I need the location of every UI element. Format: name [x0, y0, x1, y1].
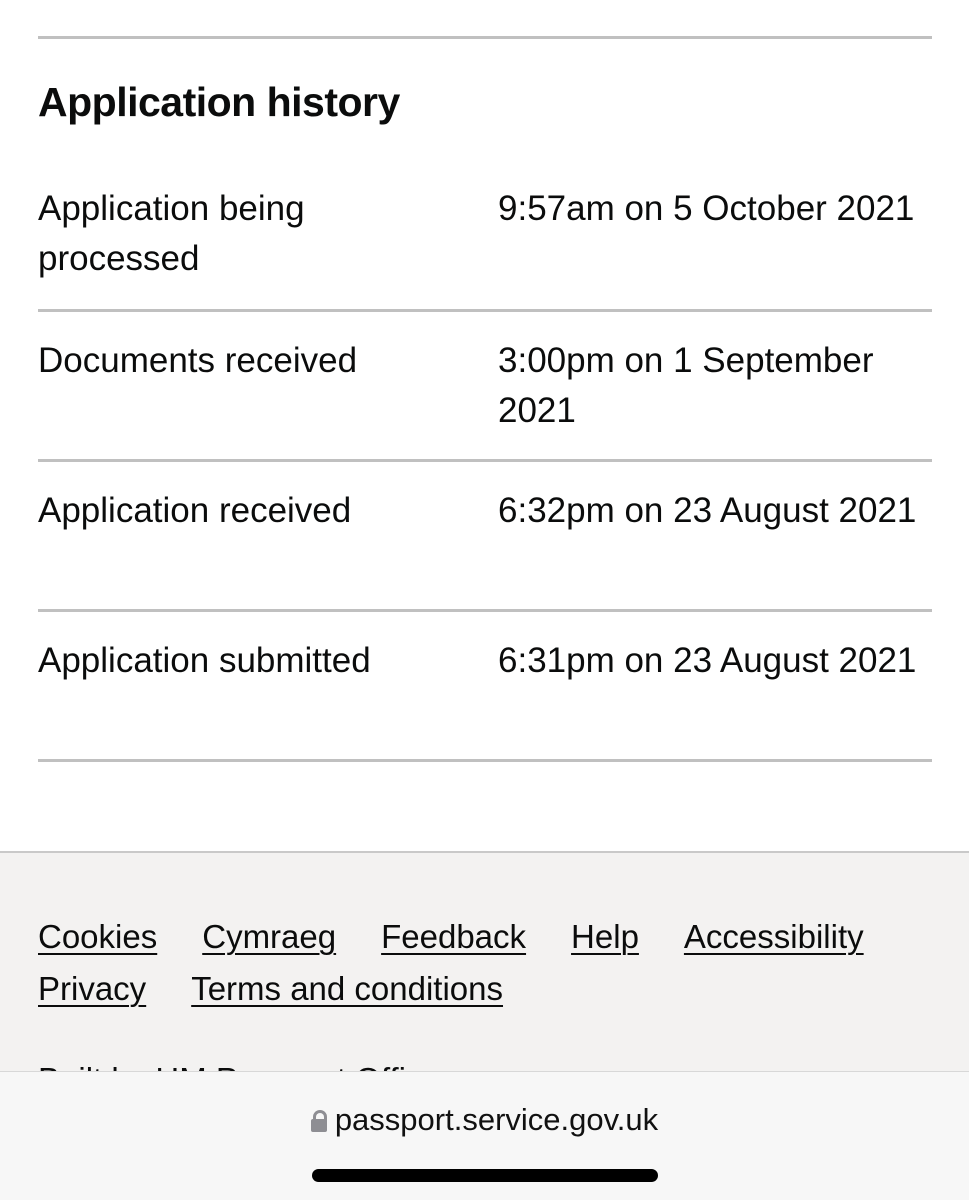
cymraeg-link[interactable]: Cymraeg: [202, 918, 337, 955]
footer-links-row: [38, 965, 938, 1017]
event-time: 6:31pm on 23 August 2021: [498, 641, 917, 680]
section-divider: [38, 36, 932, 39]
history-row: [38, 312, 932, 462]
event-time: 3:00pm on 1 September 2021: [498, 341, 874, 430]
event-label: Documents received: [38, 341, 358, 380]
footer-links-row: [38, 913, 938, 965]
event-time: 9:57am on 5 October 2021: [498, 189, 915, 228]
history-row: [38, 160, 932, 312]
application-history-heading: Application history: [38, 79, 400, 125]
feedback-link[interactable]: Feedback: [381, 918, 527, 955]
home-indicator[interactable]: [312, 1169, 658, 1182]
application-history-list: [38, 160, 932, 762]
help-link[interactable]: Help: [571, 918, 639, 955]
event-label: Application being processed: [38, 189, 305, 278]
url-text: passport.service.gov.uk: [334, 1102, 659, 1137]
event-label: Application received: [38, 491, 352, 530]
terms-and-conditions-link[interactable]: Terms and conditions: [191, 970, 504, 1007]
privacy-link[interactable]: Privacy: [38, 970, 147, 1007]
history-row: [38, 462, 932, 612]
accessibility-link[interactable]: Accessibility: [683, 918, 864, 955]
event-label: Application submitted: [38, 641, 371, 680]
browser-address-bar[interactable]: [0, 1071, 969, 1200]
event-time: 6:32pm on 23 August 2021: [498, 491, 917, 530]
footer-links: [38, 913, 938, 1017]
lock-icon: [311, 1110, 327, 1132]
cookies-link[interactable]: Cookies: [38, 918, 158, 955]
history-row: [38, 612, 932, 762]
url-display[interactable]: [0, 1100, 969, 1140]
